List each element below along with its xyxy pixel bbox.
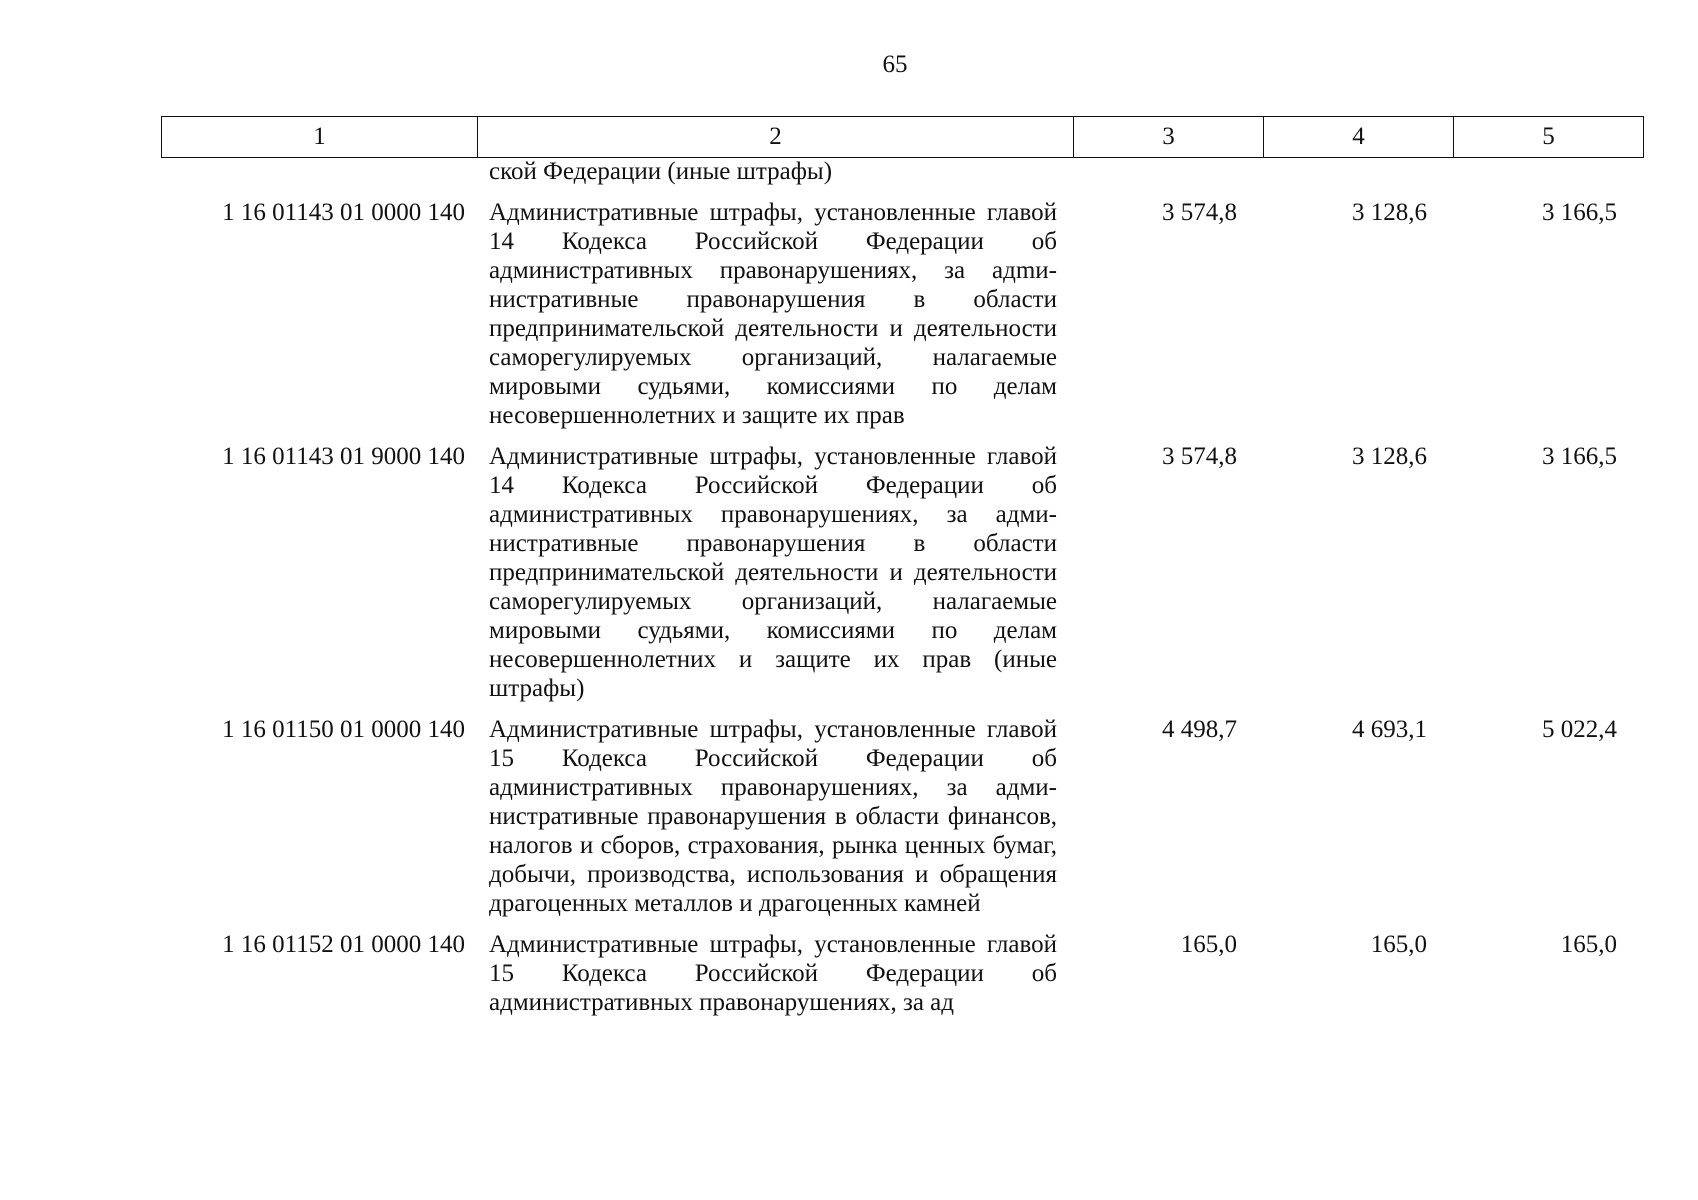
value-cell-4: 3 128,6 — [1352, 199, 1427, 226]
table-row — [161, 198, 1633, 430]
description-cell: Административные штрафы, установленные главой 14 Кодекса Российской Федерации об административных правонарушениях, за административные правонарушения в области предпринимательской деятельности и деятельности саморегулируемых организаций, налагаемые мировыми судьями, комиссиями по делам несовершеннолетних и защите их прав (иные штрафы) — [489, 443, 1057, 702]
description-cell: Административные штрафы, установленные главой 15 Кодекса Российской Федерации об административных правонарушениях, за ад — [489, 931, 1057, 1016]
code-cell: 1 16 01150 01 0000 140 — [222, 716, 465, 743]
header-row — [162, 117, 1644, 158]
table-body — [161, 157, 1633, 1017]
value-cell-5: 3 166,5 — [1542, 199, 1617, 226]
code-cell: 1 16 01152 01 0000 140 — [222, 931, 465, 958]
table-row — [161, 930, 1633, 1017]
page-number: 65 — [882, 51, 908, 78]
value-cell-4: 3 128,6 — [1352, 443, 1427, 470]
table-row — [161, 715, 1633, 918]
code-cell: 1 16 01143 01 0000 140 — [222, 199, 465, 226]
value-cell-5: 5 022,4 — [1542, 716, 1617, 743]
table-row — [161, 442, 1633, 703]
table-header — [161, 116, 1644, 158]
header-cell-4: 4 — [1264, 117, 1454, 158]
description-cell: Административные штрафы, установленные главой 14 Кодекса Российской Федерации об административных правонарушениях, за адmинистративные правонарушения в области предпринимательской деятельности и деятельности саморегулируемых организаций, налагаемые мировыми судьями, комиссиями по делам несовершеннолетних и защите их прав — [489, 199, 1057, 429]
description-cell: ской Федерации (иные штрафы) — [489, 158, 833, 185]
header-cell-5: 5 — [1454, 117, 1644, 158]
value-cell-4: 165,0 — [1370, 931, 1427, 958]
value-cell-3: 165,0 — [1180, 931, 1237, 958]
value-cell-5: 165,0 — [1560, 931, 1617, 958]
header-cell-1: 1 — [162, 117, 478, 158]
value-cell-5: 3 166,5 — [1542, 443, 1617, 470]
header-cell-2: 2 — [478, 117, 1074, 158]
table-row-continuation — [161, 157, 1633, 186]
code-cell: 1 16 01143 01 9000 140 — [222, 443, 465, 470]
value-cell-3: 3 574,8 — [1162, 199, 1237, 226]
value-cell-4: 4 693,1 — [1352, 716, 1427, 743]
description-cell: Административные штрафы, установленные главой 15 Кодекса Российской Федерации об административных правонарушениях, за административные правонарушения в области финансов, налогов и сборов, страхования, рынка ценных бумаг, добычи, производства, использования и обращения драгоценных металлов и драгоценных камней — [489, 716, 1057, 917]
value-cell-3: 4 498,7 — [1162, 716, 1237, 743]
value-cell-3: 3 574,8 — [1162, 443, 1237, 470]
header-cell-3: 3 — [1074, 117, 1264, 158]
